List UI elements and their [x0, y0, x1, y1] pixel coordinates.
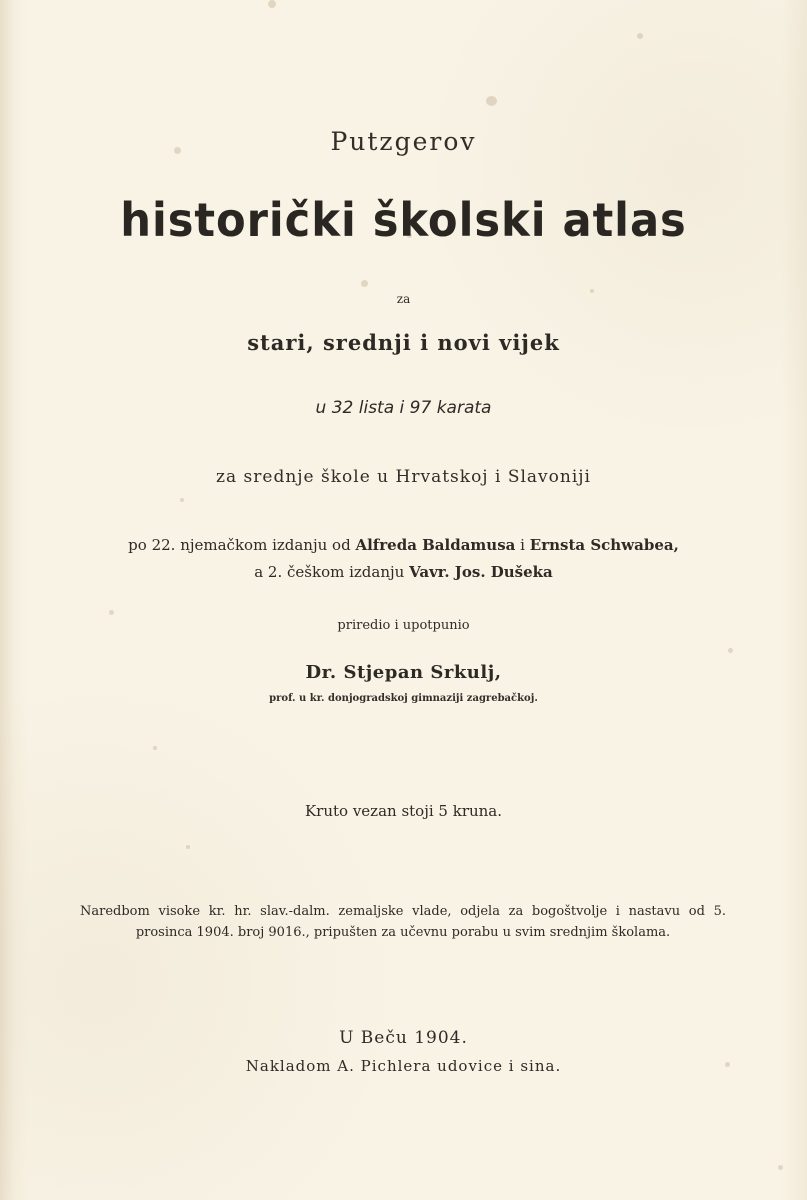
main-title: historički školski atlas [120, 193, 687, 247]
era-line: stari, srednji i novi vijek [247, 330, 560, 355]
paper-stain [728, 648, 733, 653]
preposition-za: za [396, 292, 411, 306]
schools-line: za srednje škole u Hrvatskoj i Slavoniji [216, 467, 591, 487]
edition-author-3: Vavr. Jos. Dušeka [409, 563, 553, 581]
paper-stain [268, 0, 276, 8]
paper-stain [637, 33, 643, 39]
author-name: Dr. Stjepan Srkulj, [305, 662, 502, 683]
maps-count: u 32 lista i 97 karata [315, 398, 492, 418]
paper-stain [109, 610, 114, 615]
edition-line-1-mid: i [520, 536, 525, 554]
title-small: Putzgerov [330, 127, 477, 156]
edition-author-1: Alfreda Baldamusa [355, 536, 516, 554]
publisher-line: Nakladom A. Pichlera udovice i sina. [245, 1057, 562, 1075]
author-title: prof. u kr. donjogradskoj gimnaziji zagrebačkoj. [269, 693, 538, 704]
paper-stain [486, 96, 497, 106]
place-year: U Beču 1904. [339, 1028, 468, 1048]
edition-line-1 [0, 536, 807, 554]
paper-stain [153, 746, 157, 750]
edition-author-2: Ernsta Schwabea, [529, 536, 679, 554]
paper-stain [361, 280, 368, 287]
edition-line-2 [0, 563, 807, 581]
decree-note: Naredbom visoke kr. hr. slav.-dalm. zemaljske vlade, odjela za bogoštvolje i nastavu od 5. prosinca 1904. broj 9016., pripušten za učevnu porabu u svim srednjim školama. [80, 904, 726, 940]
prepared-line: priredio i upotpunio [337, 618, 470, 633]
paper-stain [778, 1165, 783, 1170]
price-line: Kruto vezan stoji 5 kruna. [304, 802, 503, 820]
edition-line-2-prefix: a 2. češkom izdanju [254, 563, 405, 581]
paper-stain [180, 498, 184, 502]
edition-line-1-prefix: po 22. njemačkom izdanju od [128, 536, 351, 554]
paper-stain [186, 845, 190, 849]
